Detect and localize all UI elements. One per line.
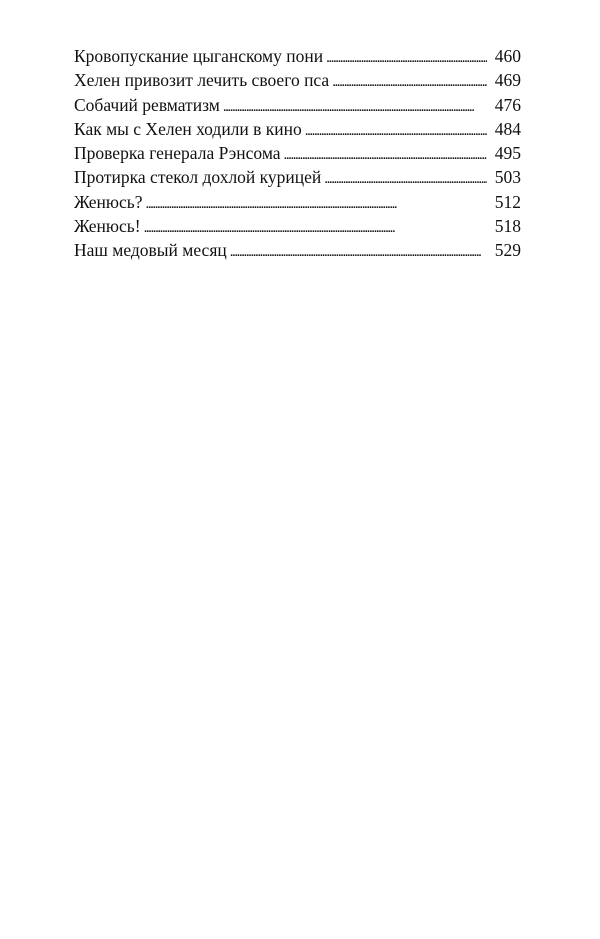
toc-entry: [74, 214, 521, 238]
toc-entry-page: 469: [494, 70, 521, 91]
toc-entry-page: 503: [494, 167, 521, 188]
toc-entry-page: 476: [494, 94, 521, 115]
dot-leader: [324, 167, 487, 191]
table-of-contents: [74, 44, 521, 263]
toc-entry-title: Собачий ревматизм: [74, 94, 220, 115]
toc-entry-title: Протирка стекол дохлой курицей: [74, 167, 322, 188]
dot-leader: [230, 240, 487, 264]
toc-entry-title: Кровопускание цыганскому пони: [74, 46, 324, 66]
dot-leader: [284, 143, 487, 167]
dot-leader: [144, 216, 487, 240]
toc-entry-page: 518: [494, 216, 521, 237]
dot-leader: [223, 95, 487, 119]
toc-entry: [74, 93, 521, 117]
toc-entry-title: Женюсь!: [74, 216, 141, 237]
toc-entry-title: Наш медовый месяц: [74, 240, 227, 261]
toc-entry-page: 495: [494, 143, 521, 164]
dot-leader: [146, 192, 487, 216]
toc-entry: [74, 141, 521, 165]
toc-entry-page: 529: [494, 240, 521, 261]
toc-entry: [74, 44, 521, 68]
toc-entry-page: 512: [494, 191, 521, 212]
toc-entry: [74, 238, 521, 262]
toc-entry-title: Женюсь?: [74, 191, 143, 212]
toc-entry-title: Как мы с Хелен ходили в кино: [74, 118, 302, 139]
toc-entry-page: 484: [494, 118, 521, 139]
toc-entry-title: Проверка генерала Рэнсома: [74, 143, 281, 164]
dot-leader: [326, 46, 487, 70]
toc-entry: [74, 68, 521, 92]
toc-entry: [74, 190, 521, 214]
toc-entry-page: 460: [494, 46, 521, 66]
toc-entry: [74, 117, 521, 141]
dot-leader: [332, 70, 487, 94]
toc-entry-title: Хелен привозит лечить своего пса: [74, 70, 330, 91]
toc-entry: [74, 165, 521, 189]
dot-leader: [305, 119, 487, 143]
